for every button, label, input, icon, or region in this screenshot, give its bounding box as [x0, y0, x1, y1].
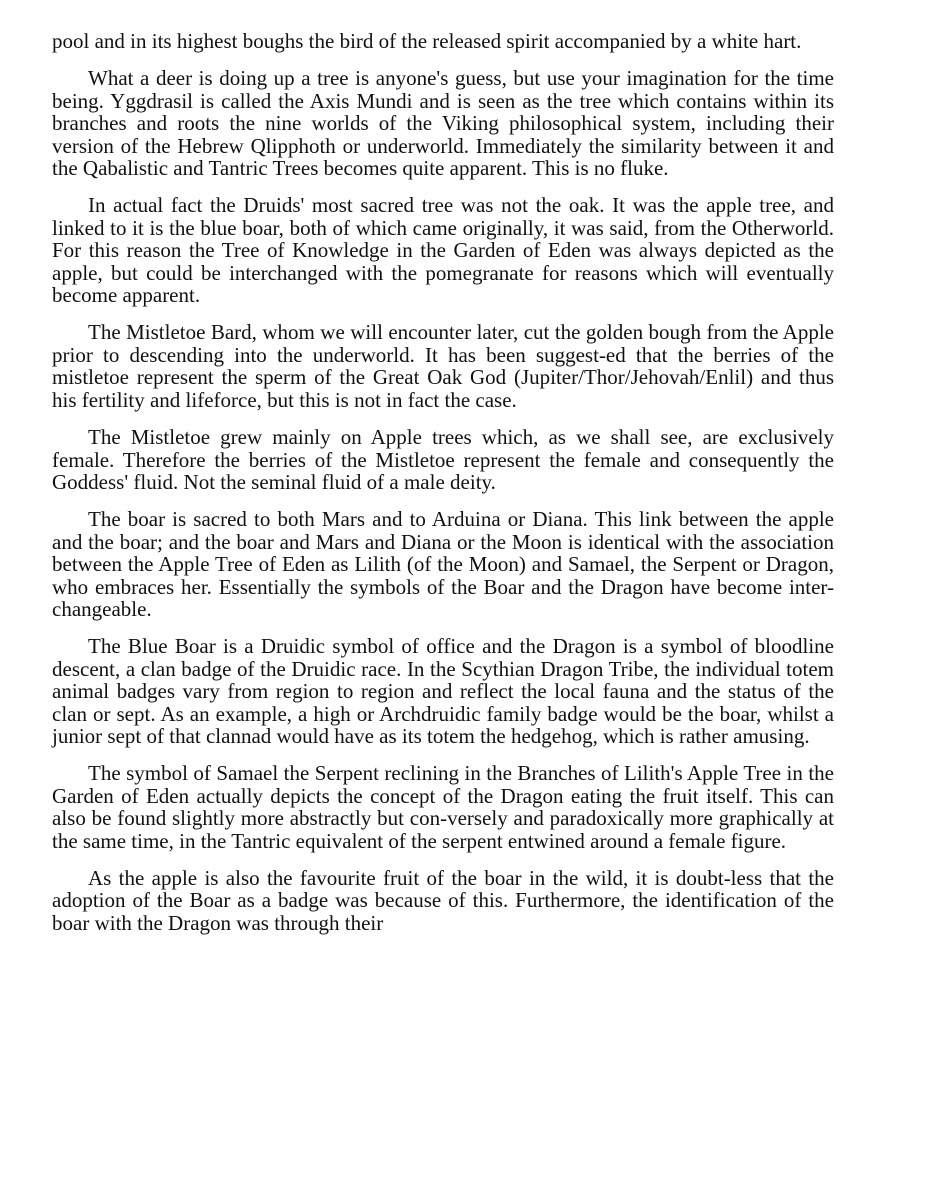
paragraph-8: The symbol of Samael the Serpent reclining in the Branches of Lilith's Apple Tree in the Garden of Eden actually depicts the concept of the Dragon eating the fruit itself. This can also be found slightly more abstractly but con-versely and paradoxically more graphically at the same time, in the Tantric equivalent of the serpent entwined around a female figure.	[52, 761, 834, 853]
paragraph-9: As the apple is also the favourite fruit of the boar in the wild, it is doubt-less that the adoption of the Boar as a badge was because of this. Furthermore, the identification of the boar with the Dragon was through their	[52, 866, 834, 935]
document-page	[52, 30, 834, 949]
paragraph-7: The Blue Boar is a Druidic symbol of office and the Dragon is a symbol of bloodline descent, a clan badge of the Druidic race. In the Scythian Dragon Tribe, the individual totem animal badges vary from region to region and reflect the local fauna and the status of the clan or sept. As an example, a high or Archdruidic family badge would be the boar, whilst a junior sept of that clannad would have as its totem the hedgehog, which is rather amusing.	[52, 634, 834, 748]
paragraph-5: The Mistletoe grew mainly on Apple trees which, as we shall see, are exclusively female. Therefore the berries of the Mistletoe represent the female and consequently the Goddess' fluid. Not the seminal fluid of a male deity.	[52, 425, 834, 494]
paragraph-1: pool and in its highest boughs the bird of the released spirit accompanied by a white hart.	[52, 29, 802, 53]
paragraph-2: What a deer is doing up a tree is anyone's guess, but use your imagination for the time being. Yggdrasil is called the Axis Mundi and is seen as the tree which contains within its branches and roots the nine worlds of the Viking philosophical system, including their version of the Hebrew Qlipphoth or underworld. Immediately the similarity between it and the Qabalistic and Tantric Trees becomes quite apparent. This is no fluke.	[52, 66, 834, 181]
paragraph-4: The Mistletoe Bard, whom we will encounter later, cut the golden bough from the Apple prior to descending into the underworld. It has been suggest-ed that the berries of the mistletoe represent the sperm of the Great Oak God (Jupiter/Thor/Jehovah/Enlil) and thus his fertility and lifeforce, but this is not in fact the case.	[52, 320, 834, 412]
paragraph-3: In actual fact the Druids' most sacred tree was not the oak. It was the apple tree, and linked to it is the blue boar, both of which came originally, it was said, from the Otherworld. For this reason the Tree of Knowledge in the Garden of Eden was always depicted as the apple, but could be interchanged with the pomegranate for reasons which will eventually become apparent.	[52, 193, 834, 308]
paragraph-6: The boar is sacred to both Mars and to Arduina or Diana. This link between the apple and the boar; and the boar and Mars and Diana or the Moon is identical with the association between the Apple Tree of Eden as Lilith (of the Moon) and Samael, the Serpent or Dragon, who embraces her. Essentially the symbols of the Boar and the Dragon have become inter-changeable.	[52, 507, 834, 621]
